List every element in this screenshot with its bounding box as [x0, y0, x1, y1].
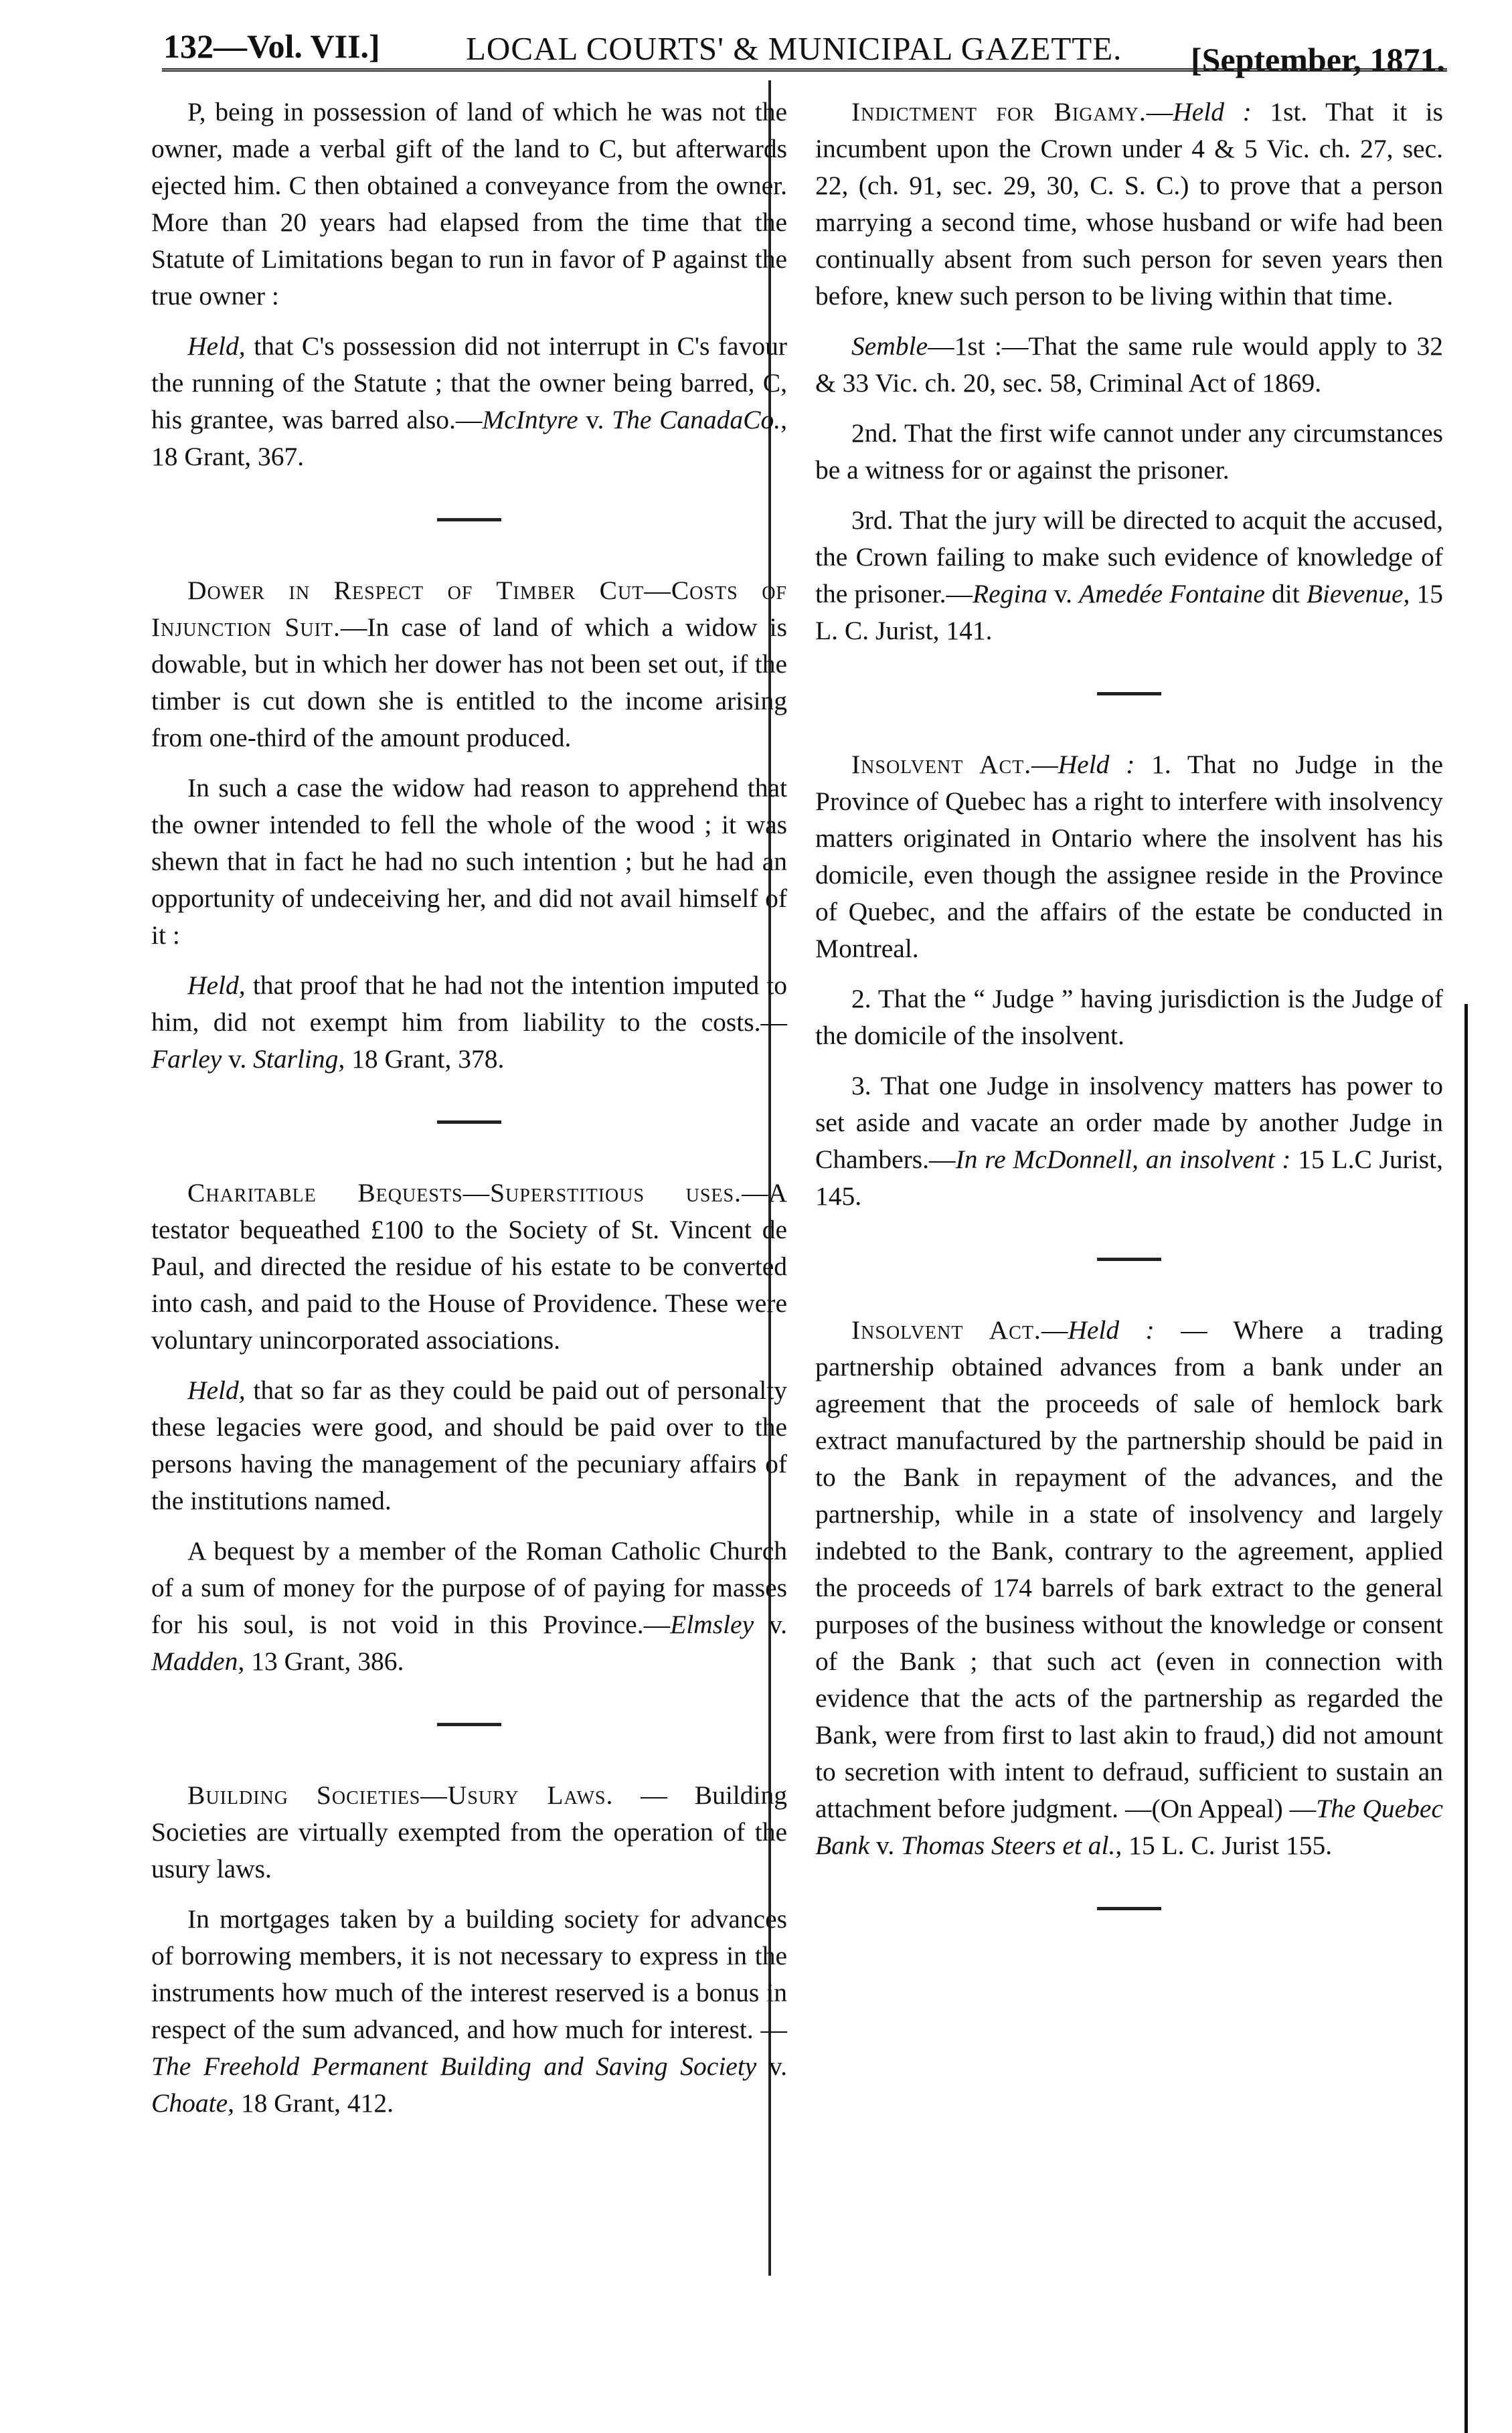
article-heading: Building Societies—Usury Laws.: [187, 1780, 614, 1810]
right-column: [815, 94, 1443, 1961]
section-separator: [437, 1723, 501, 1726]
section-separator: [1097, 692, 1161, 695]
charitable-bequest-paragraph: A bequest by a member of the Roman Catholic Church of a sum of money for the purpose of of paying for masses for his soul, is not void in this Province.—Elmsley v. Madden, 13 Grant, 386.: [151, 1536, 788, 1676]
article-heading: Indictment for Bigamy.: [851, 97, 1147, 127]
case-possession-holding: Held, that C's possession did not interrupt in C's favour the running of the Statute ; that the owner being barred, C, his grantee, was barred also.—McIntyre v. The CanadaCo., 18 Grant, 367.: [151, 331, 788, 471]
charitable-holding: Held, that so far as they could be paid out of personalty these legacies were good, and should be paid over to the persons having the management of the pecuniary affairs of the institutions named.: [151, 1375, 787, 1515]
insolvent-act-point-3: 3. That one Judge in insolvency matters has power to set aside and vacate an order made by another Judge in Chambers.—In re McDonnell, an insolvent : 15 L.C Jurist, 145.: [815, 1071, 1444, 1211]
bigamy-semble: Semble—1st :—That the same rule would apply to 32 & 33 Vic. ch. 20, sec. 58, Criminal Act of 1869.: [815, 331, 1443, 398]
article-heading: Insolvent Act.: [851, 750, 1032, 779]
section-separator: [1097, 1907, 1161, 1910]
insolvent-act-article-1: Insolvent Act.—Held : 1. That no Judge in the Province of Quebec has a right to interfere with insolvency matters originated in Ontario where the insolvent has his domicile, even though the assignee reside in the Province of Quebec, and the affairs of the estate be conducted in Montreal.: [815, 750, 1444, 963]
header-rule: [162, 68, 1447, 72]
building-societies-article: Building Societies—Usury Laws. — Building Societies are virtually exempted from the operation of the usury laws.: [151, 1780, 787, 1883]
insolvent-act-article-2: Insolvent Act.—Held : — Where a trading partnership obtained advances from a bank under an agreement that the proceeds of sale of hemlock bark extract manufactured by the partnership should be paid in to the Bank in repayment of the advances, and the partnership, while in a state of insolvency and largely indebted to the Bank, contrary to the agreement, applied the proceeds of 174 barrels of bark extract to the general purposes of the business without the knowledge or consent of the Bank ; that such act (even in connection with evidence that the acts of the partnership as regarded the Bank, were from first to last akin to fraud,) did not amount to secretion with intent to defraud, sufficient to sustain an attachment before judgment. —(On Appeal) —The Quebec Bank v. Thomas Steers et al., 15 L. C. Jurist 155.: [815, 1315, 1444, 1860]
page-header: [163, 27, 1445, 80]
bigamy-second-point: 2nd. That the first wife cannot under any circumstances be a witness for or against the prisoner.: [815, 418, 1443, 485]
section-separator: [437, 518, 501, 521]
charitable-article: Charitable Bequests—Superstitious uses.—A testator bequeathed £100 to the Society of St. Vincent de Paul, and directed the residue of his estate to be converted into cash, and paid to the House of Providence. These were voluntary unincorporated associations.: [151, 1178, 787, 1355]
case-possession-facts: P, being in possession of land of which he was not the owner, made a verbal gift of the land to C, but afterwards ejected him. C then obtained a conveyance from the owner. More than 20 years had elapsed from the time that the Statute of Limitations began to run in favor of P against the true owner :: [151, 97, 787, 311]
publication-title: LOCAL COURTS' & MUNICIPAL GAZETTE.: [466, 30, 1122, 67]
section-separator: [437, 1120, 501, 1124]
dower-article: Dower in Respect of Timber Cut—Costs of Injunction Suit.—In case of land of which a widow is dowable, but in which her dower has not been set out, if the timber is cut down she is entitled to the income arising from one-third of the amount produced.: [151, 576, 787, 752]
article-heading: Insolvent Act.: [851, 1315, 1041, 1345]
dower-holding: Held, that proof that he had not the intention imputed to him, did not exempt him from liability to the costs.—Farley v. Starling, 18 Grant, 378.: [151, 971, 787, 1074]
dower-paragraph: In such a case the widow had reason to apprehend that the owner intended to fell the whole of the wood ; it was shewn that in fact he had no such intention ; but he had an opportunity of undeceiving her, and did not avail himself of it :: [151, 773, 787, 950]
section-separator: [1097, 1258, 1161, 1261]
insolvent-act-point-2: 2. That the “ Judge ” having jurisdiction is the Judge of the domicile of the insolvent.: [815, 984, 1443, 1050]
left-column: [151, 94, 787, 2135]
page-edge-line: [1464, 1004, 1468, 2433]
building-societies-paragraph: In mortgages taken by a building society for advances of borrowing members, it is not necessary to express in the instruments how much of the interest reserved is a bonus in respect of the sum advanced, and how much for interest. —The Freehold Permanent Building and Saving Society v. Choate, 18 Grant, 412.: [151, 1904, 787, 2118]
page-number-volume: 132—Vol. VII.]: [163, 27, 380, 65]
article-heading: Dower in Respect of Timber Cut—Costs of Injunction Suit.: [151, 576, 787, 642]
article-heading: Charitable Bequests—Superstitious uses.: [187, 1178, 742, 1207]
bigamy-third-point: 3rd. That the jury will be directed to acquit the accused, the Crown failing to make such evidence of knowledge of the prisoner.—Regina v. Amedée Fontaine dit Bievenue, 15 L. C. Jurist, 141.: [815, 505, 1444, 645]
issue-date: [September, 1871.: [1190, 41, 1445, 78]
bigamy-article: Indictment for Bigamy.—Held : 1st. That it is incumbent upon the Crown under 4 & 5 Vic. ch. 27, sec. 22, (ch. 91, sec. 29, 30, C. S. C.) to prove that a person marrying a second time, whose husband or wife had been continually absent from such person for seven years then before, knew such person to be living within that time.: [815, 97, 1443, 311]
